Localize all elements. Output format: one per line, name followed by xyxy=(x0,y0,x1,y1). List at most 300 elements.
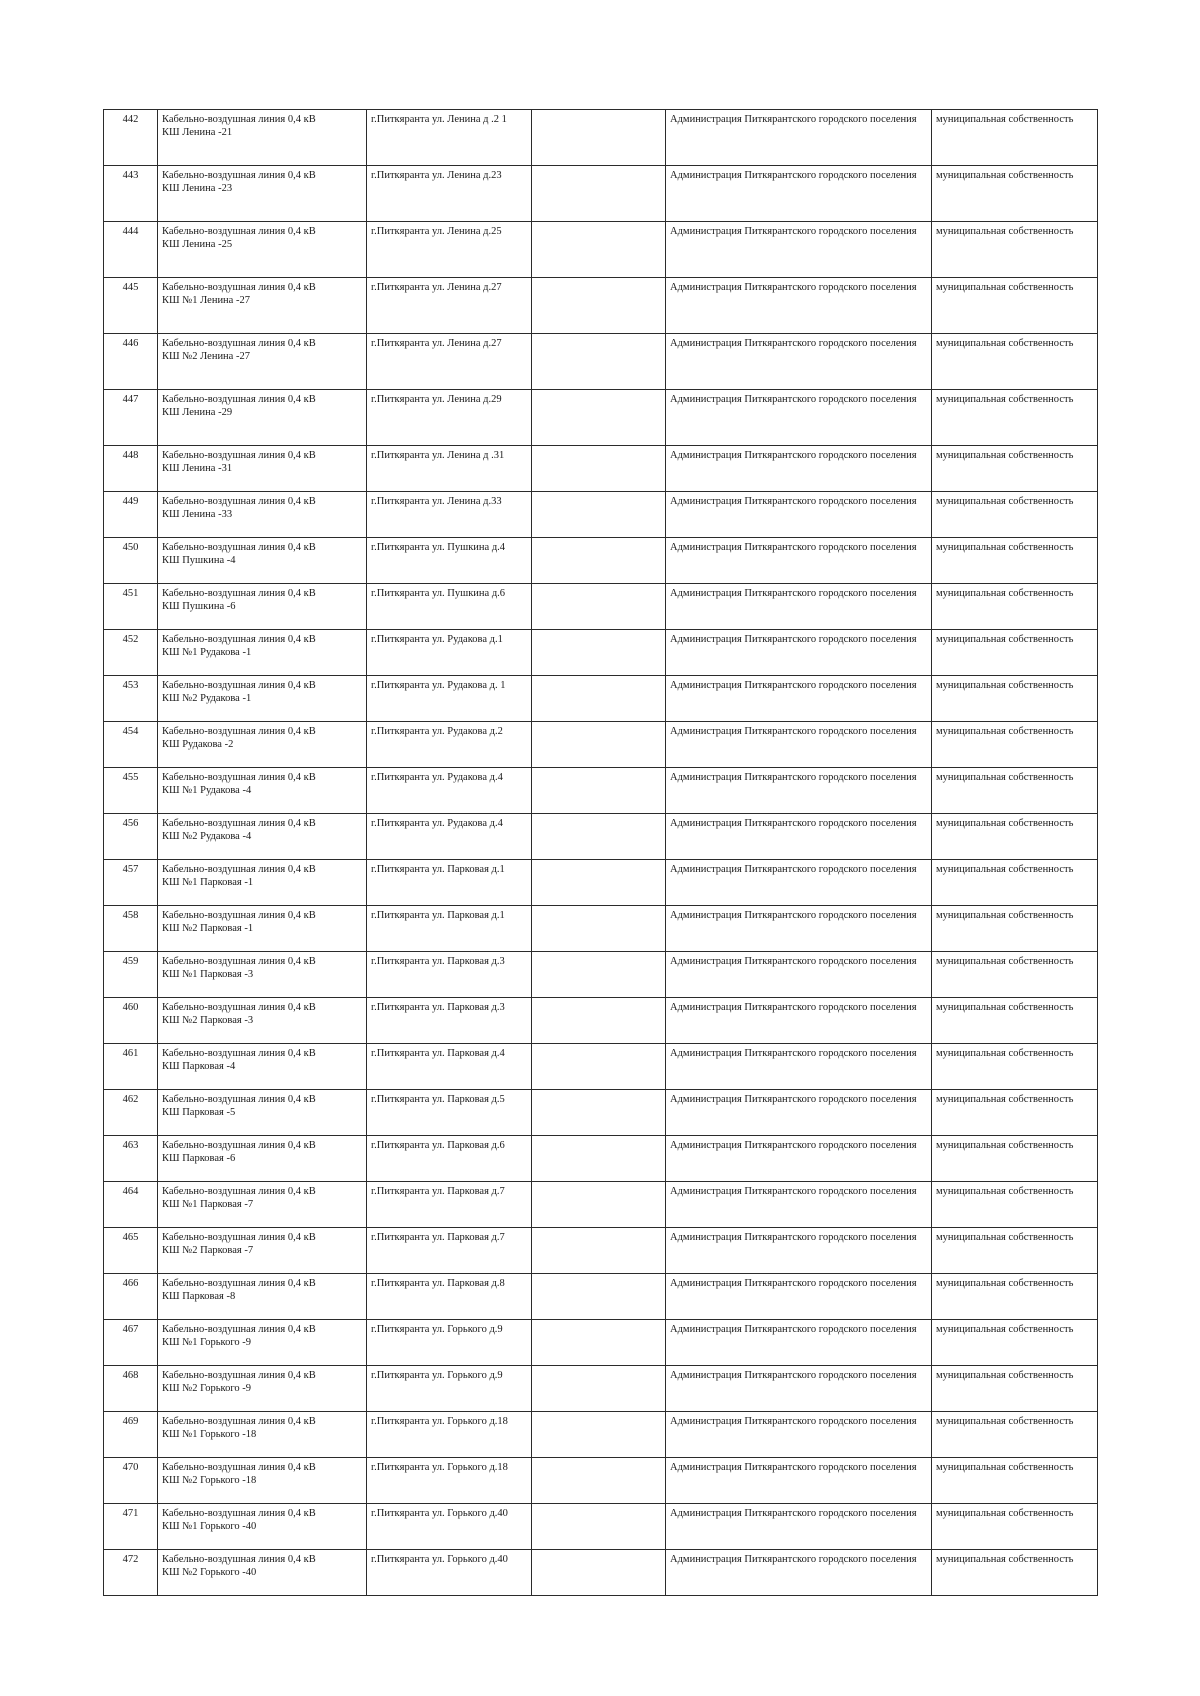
object-name-line2: КШ №2 Рудакова -1 xyxy=(162,693,252,704)
empty-cell xyxy=(532,1136,666,1182)
ownership-type-cell xyxy=(932,1550,1098,1596)
empty-cell xyxy=(532,334,666,390)
table-row xyxy=(104,1320,1098,1366)
object-name-line2: КШ №1 Рудакова -4 xyxy=(162,785,252,796)
owner-text: Администрация Питкярантского городского поселения xyxy=(670,772,917,783)
object-name-line2: КШ Ленина -23 xyxy=(162,183,233,194)
ownership-type-text: муниципальная собственность xyxy=(936,772,1074,783)
address-cell xyxy=(367,676,532,722)
table-row xyxy=(104,222,1098,278)
owner-cell xyxy=(666,1044,932,1090)
address-text: г.Питкяранта ул. Ленина д .31 xyxy=(371,450,505,461)
address-cell xyxy=(367,860,532,906)
empty-cell xyxy=(532,1504,666,1550)
table-row xyxy=(104,166,1098,222)
owner-cell xyxy=(666,1228,932,1274)
owner-text: Администрация Питкярантского городского поселения xyxy=(670,170,917,181)
owner-text: Администрация Питкярантского городского поселения xyxy=(670,1002,917,1013)
empty-cell xyxy=(532,1274,666,1320)
ownership-type-text: муниципальная собственность xyxy=(936,496,1074,507)
owner-cell xyxy=(666,492,932,538)
table-row xyxy=(104,492,1098,538)
address-text: г.Питкяранта ул. Парковая д.7 xyxy=(371,1232,505,1243)
row-number-cell xyxy=(104,166,158,222)
row-number: 443 xyxy=(122,170,139,181)
table-row xyxy=(104,952,1098,998)
object-name-line1: Кабельно-воздушная линия 0,4 кВ xyxy=(162,1094,316,1105)
empty-cell xyxy=(532,1412,666,1458)
object-name-line2: КШ №2 Горького -18 xyxy=(162,1475,257,1486)
object-name-line1: Кабельно-воздушная линия 0,4 кВ xyxy=(162,726,316,737)
object-name-line2: КШ №2 Парковая -7 xyxy=(162,1245,254,1256)
table-row xyxy=(104,446,1098,492)
owner-text: Администрация Питкярантского городского поселения xyxy=(670,726,917,737)
row-number: 458 xyxy=(122,910,139,921)
row-number: 456 xyxy=(122,818,139,829)
owner-text: Администрация Питкярантского городского поселения xyxy=(670,910,917,921)
object-name-line2: КШ Пушкина -4 xyxy=(162,555,236,566)
table-row xyxy=(104,1182,1098,1228)
object-name-line2: КШ Ленина -29 xyxy=(162,407,233,418)
owner-cell xyxy=(666,814,932,860)
object-name-line2: КШ Рудакова -2 xyxy=(162,739,234,750)
object-name-line1: Кабельно-воздушная линия 0,4 кВ xyxy=(162,680,316,691)
table-row xyxy=(104,1136,1098,1182)
ownership-type-cell xyxy=(932,584,1098,630)
ownership-type-cell xyxy=(932,492,1098,538)
owner-text: Администрация Питкярантского городского поселения xyxy=(670,1370,917,1381)
row-number: 454 xyxy=(122,726,139,737)
object-name-line1: Кабельно-воздушная линия 0,4 кВ xyxy=(162,634,316,645)
owner-cell xyxy=(666,584,932,630)
owner-cell xyxy=(666,952,932,998)
address-text: г.Питкяранта ул. Парковая д.6 xyxy=(371,1140,505,1151)
object-name-cell xyxy=(158,390,367,446)
address-cell xyxy=(367,1228,532,1274)
row-number-cell xyxy=(104,676,158,722)
address-text: г.Питкяранта ул. Горького д.40 xyxy=(371,1554,508,1565)
empty-cell xyxy=(532,1090,666,1136)
object-name-line2: КШ №2 Горького -9 xyxy=(162,1383,252,1394)
address-cell xyxy=(367,1182,532,1228)
address-text: г.Питкяранта ул. Пушкина д.6 xyxy=(371,588,506,599)
ownership-type-text: муниципальная собственность xyxy=(936,170,1074,181)
object-name-line1: Кабельно-воздушная линия 0,4 кВ xyxy=(162,1324,316,1335)
address-cell xyxy=(367,1550,532,1596)
row-number: 447 xyxy=(122,394,139,405)
table-row xyxy=(104,334,1098,390)
address-cell xyxy=(367,110,532,166)
owner-cell xyxy=(666,334,932,390)
row-number: 472 xyxy=(122,1554,139,1565)
table-row xyxy=(104,906,1098,952)
row-number-cell xyxy=(104,446,158,492)
address-cell xyxy=(367,446,532,492)
address-text: г.Питкяранта ул. Рудакова д.1 xyxy=(371,634,503,645)
ownership-type-cell xyxy=(932,1182,1098,1228)
object-name-cell xyxy=(158,1044,367,1090)
object-name-cell xyxy=(158,814,367,860)
object-name-cell xyxy=(158,630,367,676)
object-name-line1: Кабельно-воздушная линия 0,4 кВ xyxy=(162,818,316,829)
ownership-type-text: муниципальная собственность xyxy=(936,1140,1074,1151)
owner-text: Администрация Питкярантского городского поселения xyxy=(670,394,917,405)
table-row xyxy=(104,1458,1098,1504)
ownership-type-cell xyxy=(932,952,1098,998)
address-cell xyxy=(367,222,532,278)
object-name-cell xyxy=(158,676,367,722)
ownership-type-cell xyxy=(932,1274,1098,1320)
row-number: 468 xyxy=(122,1370,139,1381)
object-name-cell xyxy=(158,1458,367,1504)
address-text: г.Питкяранта ул. Ленина д.29 xyxy=(371,394,502,405)
ownership-type-text: муниципальная собственность xyxy=(936,450,1074,461)
owner-cell xyxy=(666,906,932,952)
owner-cell xyxy=(666,278,932,334)
row-number-cell xyxy=(104,1136,158,1182)
address-cell xyxy=(367,952,532,998)
row-number-cell xyxy=(104,278,158,334)
ownership-type-text: муниципальная собственность xyxy=(936,1232,1074,1243)
table-row xyxy=(104,278,1098,334)
owner-text: Администрация Питкярантского городского поселения xyxy=(670,1232,917,1243)
ownership-type-text: муниципальная собственность xyxy=(936,1048,1074,1059)
object-name-cell xyxy=(158,1090,367,1136)
ownership-type-cell xyxy=(932,906,1098,952)
row-number: 453 xyxy=(122,680,139,691)
address-cell xyxy=(367,998,532,1044)
table-row xyxy=(104,1044,1098,1090)
owner-text: Администрация Питкярантского городского поселения xyxy=(670,1324,917,1335)
empty-cell xyxy=(532,278,666,334)
empty-cell xyxy=(532,222,666,278)
object-name-line2: КШ №1 Горького -9 xyxy=(162,1337,252,1348)
ownership-type-text: муниципальная собственность xyxy=(936,542,1074,553)
object-name-cell xyxy=(158,768,367,814)
ownership-type-cell xyxy=(932,860,1098,906)
address-cell xyxy=(367,1044,532,1090)
object-name-line2: КШ Ленина -25 xyxy=(162,239,233,250)
row-number: 452 xyxy=(122,634,139,645)
object-name-cell xyxy=(158,1136,367,1182)
address-cell xyxy=(367,166,532,222)
ownership-type-text: муниципальная собственность xyxy=(936,282,1074,293)
row-number: 450 xyxy=(122,542,139,553)
ownership-type-cell xyxy=(932,110,1098,166)
object-name-line2: КШ №1 Рудакова -1 xyxy=(162,647,252,658)
ownership-type-text: муниципальная собственность xyxy=(936,338,1074,349)
table-row xyxy=(104,676,1098,722)
address-text: г.Питкяранта ул. Парковая д.1 xyxy=(371,864,505,875)
address-text: г.Питкяранта ул. Парковая д.7 xyxy=(371,1186,505,1197)
empty-cell xyxy=(532,814,666,860)
empty-cell xyxy=(532,1550,666,1596)
row-number-cell xyxy=(104,906,158,952)
address-cell xyxy=(367,630,532,676)
address-text: г.Питкяранта ул. Ленина д.27 xyxy=(371,282,502,293)
ownership-type-text: муниципальная собственность xyxy=(936,588,1074,599)
empty-cell xyxy=(532,584,666,630)
ownership-type-text: муниципальная собственность xyxy=(936,226,1074,237)
object-name-line2: КШ Парковая -5 xyxy=(162,1107,236,1118)
property-registry-table xyxy=(103,109,1098,1596)
table-row xyxy=(104,1412,1098,1458)
address-text: г.Питкяранта ул. Горького д.18 xyxy=(371,1462,508,1473)
row-number: 461 xyxy=(122,1048,139,1059)
empty-cell xyxy=(532,630,666,676)
row-number-cell xyxy=(104,1504,158,1550)
address-cell xyxy=(367,1504,532,1550)
address-cell xyxy=(367,538,532,584)
object-name-cell xyxy=(158,722,367,768)
owner-text: Администрация Питкярантского городского поселения xyxy=(670,634,917,645)
ownership-type-cell xyxy=(932,768,1098,814)
address-text: г.Питкяранта ул. Пушкина д.4 xyxy=(371,542,506,553)
row-number: 444 xyxy=(122,226,139,237)
row-number: 463 xyxy=(122,1140,139,1151)
address-cell xyxy=(367,1412,532,1458)
ownership-type-cell xyxy=(932,1412,1098,1458)
object-name-cell xyxy=(158,1182,367,1228)
object-name-line2: КШ №1 Парковая -3 xyxy=(162,969,254,980)
empty-cell xyxy=(532,952,666,998)
owner-cell xyxy=(666,110,932,166)
object-name-line1: Кабельно-воздушная линия 0,4 кВ xyxy=(162,1554,316,1565)
object-name-line1: Кабельно-воздушная линия 0,4 кВ xyxy=(162,1186,316,1197)
row-number: 464 xyxy=(122,1186,139,1197)
owner-text: Администрация Питкярантского городского поселения xyxy=(670,282,917,293)
address-cell xyxy=(367,584,532,630)
address-cell xyxy=(367,334,532,390)
object-name-line2: КШ Пушкина -6 xyxy=(162,601,236,612)
row-number-cell xyxy=(104,722,158,768)
row-number: 442 xyxy=(122,114,139,125)
ownership-type-text: муниципальная собственность xyxy=(936,818,1074,829)
owner-text: Администрация Питкярантского городского поселения xyxy=(670,1094,917,1105)
object-name-cell xyxy=(158,492,367,538)
ownership-type-cell xyxy=(932,1320,1098,1366)
empty-cell xyxy=(532,998,666,1044)
table-row xyxy=(104,1366,1098,1412)
owner-cell xyxy=(666,676,932,722)
object-name-cell xyxy=(158,1366,367,1412)
address-text: г.Питкяранта ул. Горького д.18 xyxy=(371,1416,508,1427)
table-row xyxy=(104,1274,1098,1320)
row-number: 466 xyxy=(122,1278,139,1289)
address-cell xyxy=(367,1090,532,1136)
ownership-type-cell xyxy=(932,1458,1098,1504)
owner-cell xyxy=(666,222,932,278)
ownership-type-text: муниципальная собственность xyxy=(936,1416,1074,1427)
ownership-type-cell xyxy=(932,278,1098,334)
table-row xyxy=(104,814,1098,860)
row-number: 465 xyxy=(122,1232,139,1243)
object-name-cell xyxy=(158,538,367,584)
owner-cell xyxy=(666,538,932,584)
owner-cell xyxy=(666,1274,932,1320)
address-text: г.Питкяранта ул. Ленина д .2 1 xyxy=(371,114,507,125)
ownership-type-text: муниципальная собственность xyxy=(936,1186,1074,1197)
ownership-type-cell xyxy=(932,334,1098,390)
object-name-line1: Кабельно-воздушная линия 0,4 кВ xyxy=(162,496,316,507)
object-name-line1: Кабельно-воздушная линия 0,4 кВ xyxy=(162,910,316,921)
address-text: г.Питкяранта ул. Парковая д.8 xyxy=(371,1278,505,1289)
row-number-cell xyxy=(104,1458,158,1504)
object-name-line2: КШ Парковая -4 xyxy=(162,1061,236,1072)
row-number-cell xyxy=(104,860,158,906)
object-name-cell xyxy=(158,1228,367,1274)
table-row xyxy=(104,1550,1098,1596)
ownership-type-cell xyxy=(932,166,1098,222)
address-cell xyxy=(367,1274,532,1320)
object-name-line1: Кабельно-воздушная линия 0,4 кВ xyxy=(162,588,316,599)
owner-text: Администрация Питкярантского городского поселения xyxy=(670,1278,917,1289)
object-name-line2: КШ №2 Парковая -1 xyxy=(162,923,254,934)
row-number-cell xyxy=(104,1412,158,1458)
row-number-cell xyxy=(104,998,158,1044)
object-name-cell xyxy=(158,446,367,492)
ownership-type-cell xyxy=(932,538,1098,584)
row-number-cell xyxy=(104,952,158,998)
ownership-type-text: муниципальная собственность xyxy=(936,1462,1074,1473)
owner-cell xyxy=(666,1320,932,1366)
empty-cell xyxy=(532,676,666,722)
object-name-line2: КШ Ленина -31 xyxy=(162,463,233,474)
empty-cell xyxy=(532,538,666,584)
ownership-type-text: муниципальная собственность xyxy=(936,1554,1074,1565)
address-cell xyxy=(367,1136,532,1182)
empty-cell xyxy=(532,906,666,952)
row-number-cell xyxy=(104,584,158,630)
object-name-cell xyxy=(158,1550,367,1596)
row-number: 455 xyxy=(122,772,139,783)
address-text: г.Питкяранта ул. Ленина д.33 xyxy=(371,496,502,507)
row-number-cell xyxy=(104,334,158,390)
row-number-cell xyxy=(104,492,158,538)
object-name-line1: Кабельно-воздушная линия 0,4 кВ xyxy=(162,450,316,461)
address-text: г.Питкяранта ул. Рудакова д.4 xyxy=(371,772,503,783)
row-number-cell xyxy=(104,1550,158,1596)
address-text: г.Питкяранта ул. Парковая д.3 xyxy=(371,956,505,967)
empty-cell xyxy=(532,390,666,446)
empty-cell xyxy=(532,860,666,906)
row-number: 445 xyxy=(122,282,139,293)
owner-text: Администрация Питкярантского городского поселения xyxy=(670,1554,917,1565)
row-number: 457 xyxy=(122,864,139,875)
empty-cell xyxy=(532,446,666,492)
object-name-line2: КШ №1 Горького -18 xyxy=(162,1429,257,1440)
owner-text: Администрация Питкярантского городского поселения xyxy=(670,338,917,349)
address-text: г.Питкяранта ул. Ленина д.27 xyxy=(371,338,502,349)
row-number-cell xyxy=(104,538,158,584)
object-name-cell xyxy=(158,222,367,278)
owner-text: Администрация Питкярантского городского поселения xyxy=(670,1416,917,1427)
address-text: г.Питкяранта ул. Горького д.40 xyxy=(371,1508,508,1519)
owner-cell xyxy=(666,1550,932,1596)
row-number: 460 xyxy=(122,1002,139,1013)
row-number-cell xyxy=(104,630,158,676)
address-text: г.Питкяранта ул. Рудакова д.2 xyxy=(371,726,503,737)
ownership-type-cell xyxy=(932,814,1098,860)
owner-cell xyxy=(666,1090,932,1136)
address-cell xyxy=(367,722,532,768)
object-name-cell xyxy=(158,1320,367,1366)
ownership-type-cell xyxy=(932,222,1098,278)
object-name-line2: КШ Ленина -33 xyxy=(162,509,233,520)
owner-text: Администрация Питкярантского городского поселения xyxy=(670,450,917,461)
object-name-line2: КШ Парковая -6 xyxy=(162,1153,236,1164)
ownership-type-cell xyxy=(932,1044,1098,1090)
empty-cell xyxy=(532,722,666,768)
address-cell xyxy=(367,768,532,814)
owner-text: Администрация Питкярантского городского поселения xyxy=(670,114,917,125)
address-cell xyxy=(367,278,532,334)
object-name-cell xyxy=(158,166,367,222)
ownership-type-cell xyxy=(932,390,1098,446)
owner-cell xyxy=(666,1412,932,1458)
row-number-cell xyxy=(104,1228,158,1274)
ownership-type-cell xyxy=(932,630,1098,676)
address-cell xyxy=(367,906,532,952)
address-text: г.Питкяранта ул. Парковая д.3 xyxy=(371,1002,505,1013)
row-number: 459 xyxy=(122,956,139,967)
ownership-type-text: муниципальная собственность xyxy=(936,1324,1074,1335)
table-row xyxy=(104,630,1098,676)
empty-cell xyxy=(532,1228,666,1274)
object-name-cell xyxy=(158,584,367,630)
empty-cell xyxy=(532,1044,666,1090)
object-name-cell xyxy=(158,952,367,998)
ownership-type-cell xyxy=(932,1504,1098,1550)
owner-text: Администрация Питкярантского городского поселения xyxy=(670,1186,917,1197)
owner-text: Администрация Питкярантского городского поселения xyxy=(670,956,917,967)
address-cell xyxy=(367,492,532,538)
ownership-type-text: муниципальная собственность xyxy=(936,910,1074,921)
object-name-line1: Кабельно-воздушная линия 0,4 кВ xyxy=(162,1370,316,1381)
ownership-type-cell xyxy=(932,446,1098,492)
ownership-type-text: муниципальная собственность xyxy=(936,1278,1074,1289)
ownership-type-text: муниципальная собственность xyxy=(936,1370,1074,1381)
row-number: 471 xyxy=(122,1508,139,1519)
address-text: г.Питкяранта ул. Ленина д.23 xyxy=(371,170,502,181)
owner-text: Администрация Питкярантского городского поселения xyxy=(670,588,917,599)
object-name-line1: Кабельно-воздушная линия 0,4 кВ xyxy=(162,1508,316,1519)
object-name-cell xyxy=(158,1274,367,1320)
address-cell xyxy=(367,1320,532,1366)
ownership-type-text: муниципальная собственность xyxy=(936,1002,1074,1013)
table-row xyxy=(104,110,1098,166)
row-number-cell xyxy=(104,1182,158,1228)
owner-text: Администрация Питкярантского городского поселения xyxy=(670,226,917,237)
object-name-line2: КШ №2 Ленина -27 xyxy=(162,351,250,362)
ownership-type-cell xyxy=(932,676,1098,722)
object-name-line1: Кабельно-воздушная линия 0,4 кВ xyxy=(162,226,316,237)
row-number: 451 xyxy=(122,588,139,599)
table-row xyxy=(104,860,1098,906)
empty-cell xyxy=(532,1182,666,1228)
owner-text: Администрация Питкярантского городского поселения xyxy=(670,1462,917,1473)
owner-cell xyxy=(666,860,932,906)
owner-cell xyxy=(666,1366,932,1412)
ownership-type-text: муниципальная собственность xyxy=(936,726,1074,737)
object-name-line1: Кабельно-воздушная линия 0,4 кВ xyxy=(162,864,316,875)
object-name-cell xyxy=(158,1504,367,1550)
owner-cell xyxy=(666,1182,932,1228)
empty-cell xyxy=(532,110,666,166)
row-number: 470 xyxy=(122,1462,139,1473)
row-number: 462 xyxy=(122,1094,139,1105)
object-name-cell xyxy=(158,334,367,390)
